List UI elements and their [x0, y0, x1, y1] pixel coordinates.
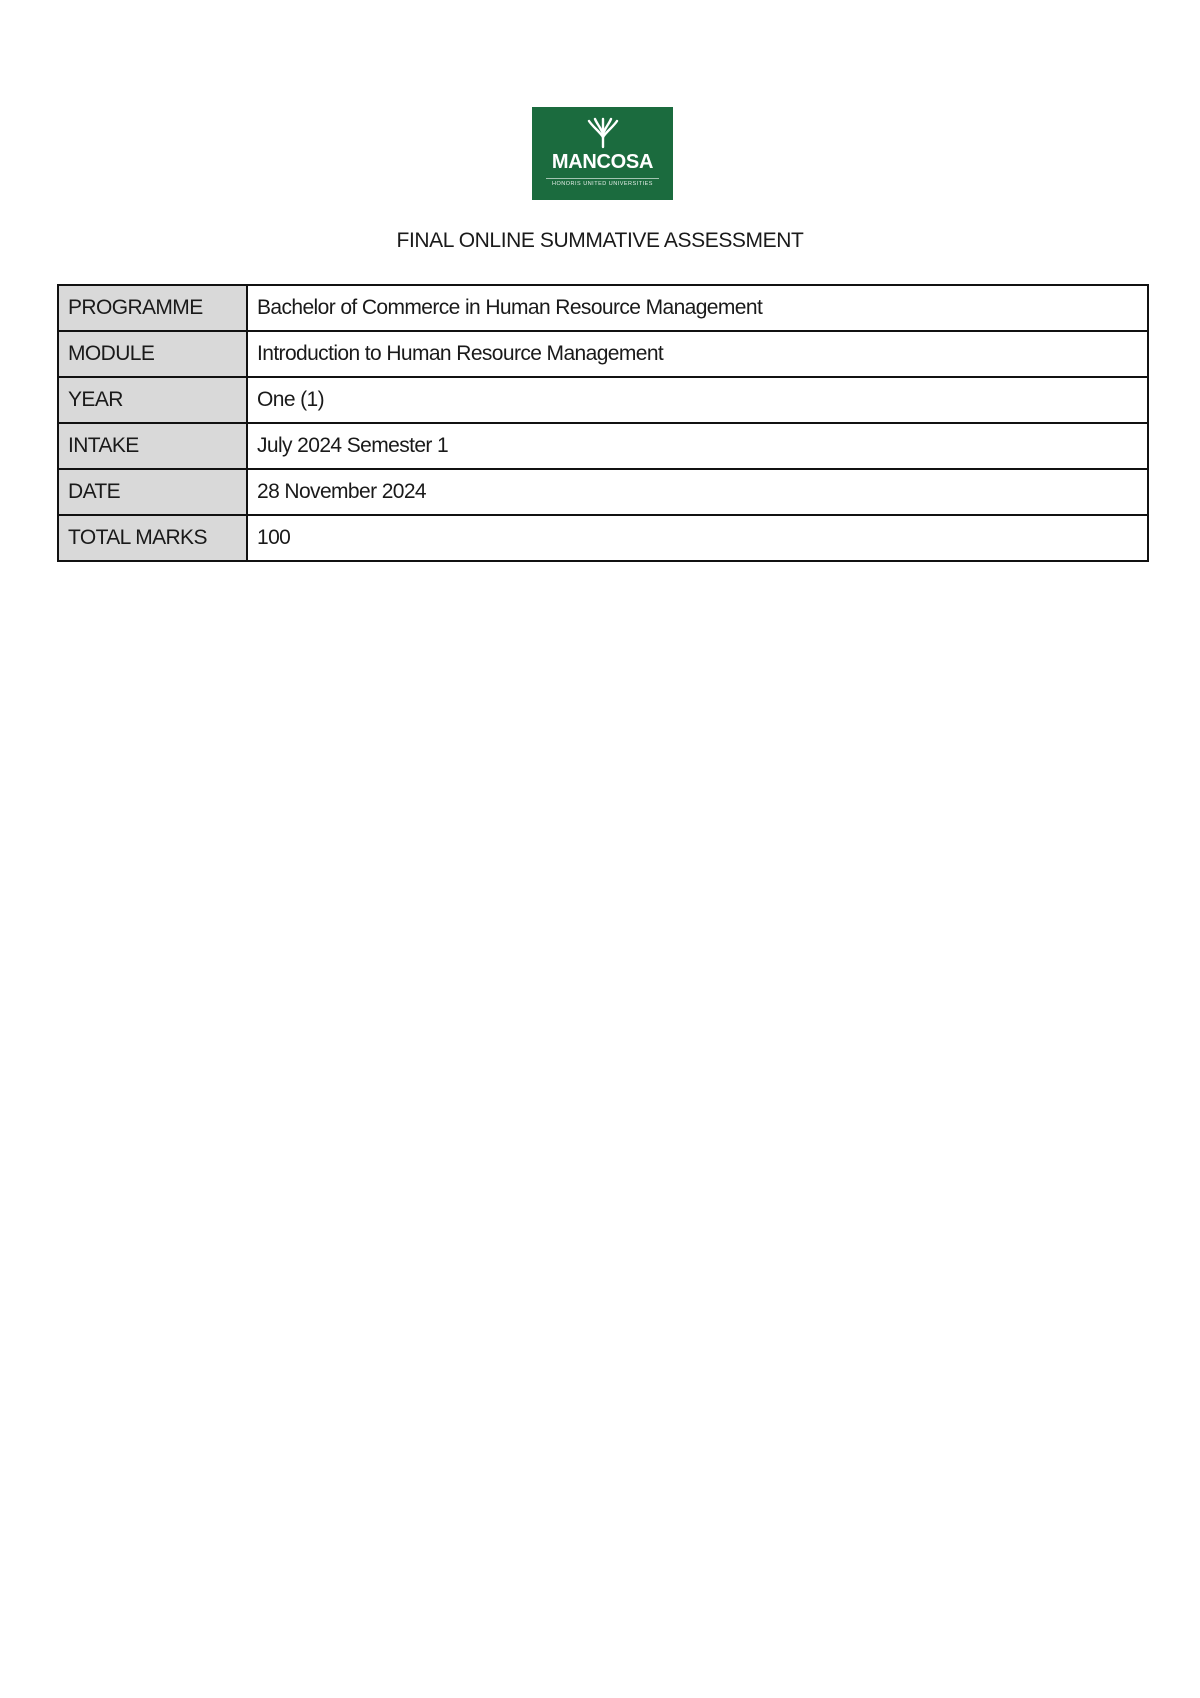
- row-label: PROGRAMME: [58, 285, 247, 331]
- table-row-intake: [58, 423, 1148, 469]
- row-label: DATE: [58, 469, 247, 515]
- table-row-module: [58, 331, 1148, 377]
- row-label: INTAKE: [58, 423, 247, 469]
- row-label: TOTAL MARKS: [58, 515, 247, 561]
- table-row-programme: [58, 285, 1148, 331]
- logo-subline: [546, 178, 659, 191]
- mancosa-logo: [532, 107, 673, 200]
- tree-emblem-icon: [583, 117, 623, 149]
- row-label: MODULE: [58, 331, 247, 377]
- logo-tagline: HONORIS UNITED UNIVERSITIES: [552, 181, 653, 187]
- row-value: Introduction to Human Resource Management: [247, 331, 1148, 377]
- row-label: YEAR: [58, 377, 247, 423]
- table-row-year: [58, 377, 1148, 423]
- row-value: July 2024 Semester 1: [247, 423, 1148, 469]
- table-row-date: [58, 469, 1148, 515]
- table-row-total-marks: [58, 515, 1148, 561]
- row-value: 28 November 2024: [247, 469, 1148, 515]
- assessment-details-table: [57, 284, 1149, 562]
- document-title: FINAL ONLINE SUMMATIVE ASSESSMENT: [396, 229, 804, 252]
- row-value: One (1): [247, 377, 1148, 423]
- row-value: Bachelor of Commerce in Human Resource Management: [247, 285, 1148, 331]
- row-value: 100: [247, 515, 1148, 561]
- logo-wordmark: MANCOSA: [551, 151, 654, 173]
